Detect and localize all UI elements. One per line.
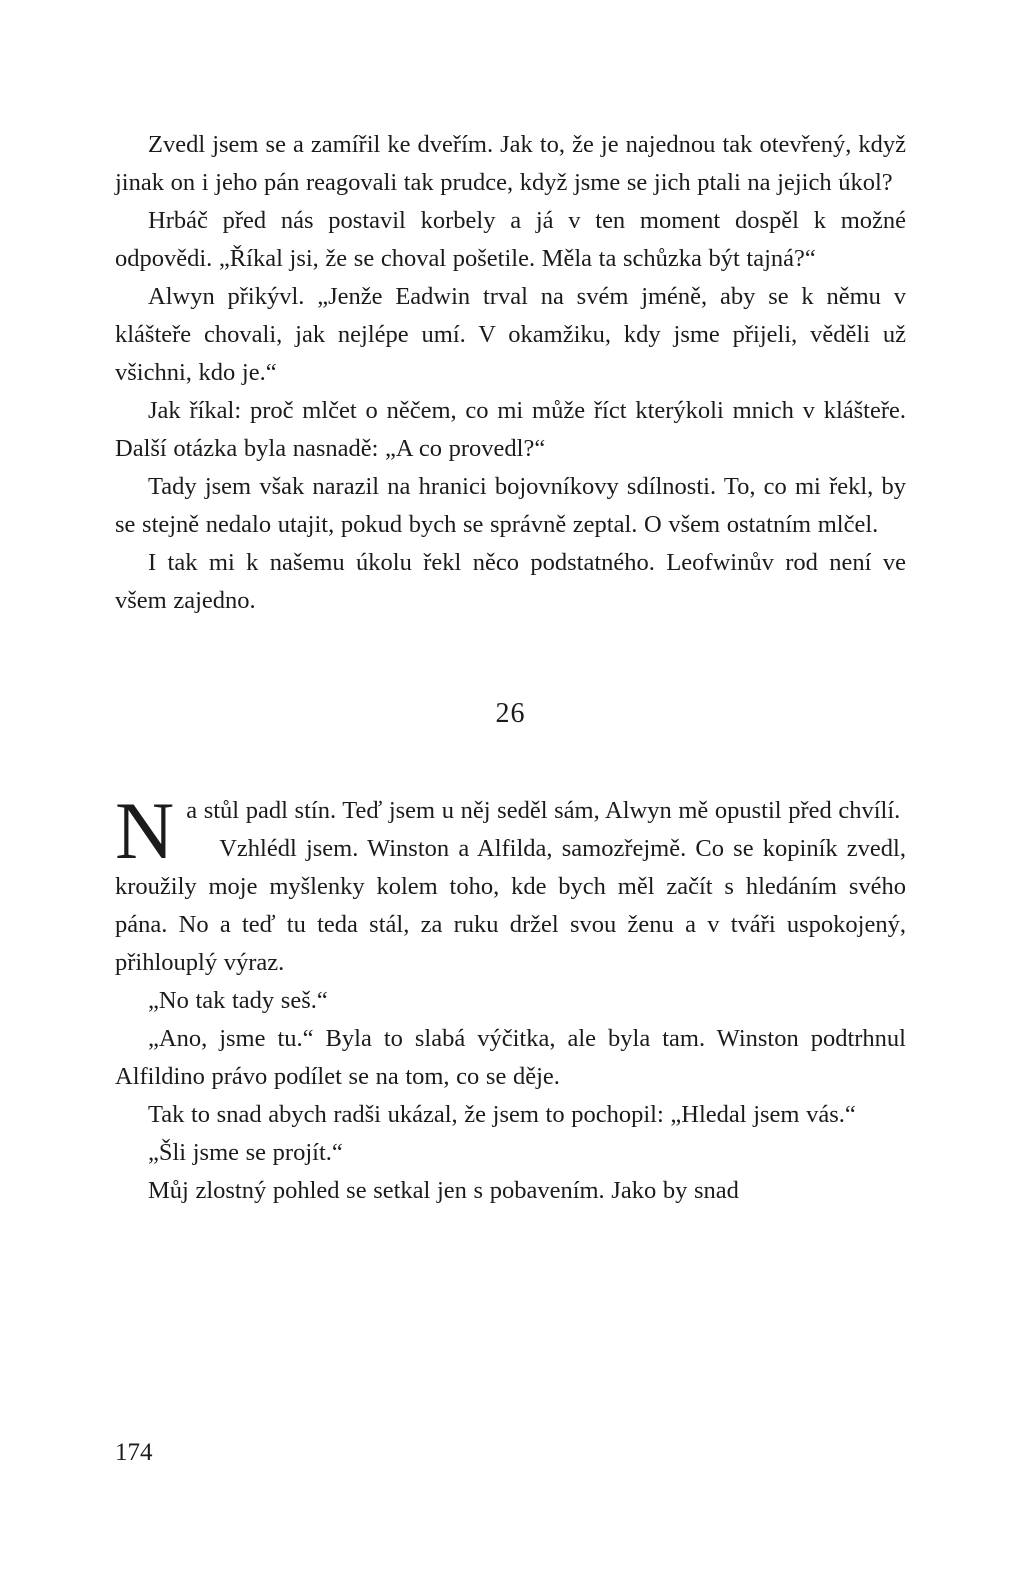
paragraph-2: Hrbáč před nás postavil korbely a já v ten moment dospěl k možné odpovědi. „Říkal jsi, že se choval pošetile. Měla ta schůzka být tajná?“ [115,207,906,272]
dropcap-initial: N [115,785,175,876]
paragraph-9: „Ano, jsme tu.“ Byla to slabá výčitka, ale byla tam. Winston podtrhnul Alfildino právo podílet se na tom, co se děje. [115,1025,906,1090]
dropcap-paragraph-text: a stůl padl stín. Teď jsem u něj seděl sám, Alwyn mě opustil před chvílí. [186,797,901,824]
paragraph-8: „No tak tady seš.“ [148,987,328,1014]
chapter-number: 26 [495,698,526,729]
paragraph-6: I tak mi k našemu úkolu řekl něco podstatného. Leofwinův rod není ve všem zajedno. [115,549,906,614]
paragraph-4: Jak říkal: proč mlčet o něčem, co mi může říct kterýkoli mnich v klášteře. Další otázka byla nasnadě: „A co provedl?“ [115,397,906,462]
paragraph-5: Tady jsem však narazil na hranici bojovníkovy sdílnosti. To, co mi řekl, by se stejně nedalo utajit, pokud bych se správně zeptal. O všem ostatním mlčel. [115,473,906,538]
dropcap-paragraph [115,785,906,876]
paragraph-11: „Šli jsme se projít.“ [148,1139,343,1166]
paragraph-7: Vzhlédl jsem. Winston a Alfilda, samozřejmě. Co se kopiník zvedl, kroužily moje myšlenky kolem toho, kde bych měl začít s hledáním svého pána. No a teď tu teda stál, za ruku držel svou ženu a v tváři uspokojený, přihlouplý výraz. [115,835,906,976]
paragraph-10: Tak to snad abych radši ukázal, že jsem to pochopil: „Hledal jsem vás.“ [148,1101,856,1128]
page-number: 174 [115,1439,153,1466]
text-block [115,126,906,1210]
paragraph-12: Můj zlostný pohled se setkal jen s pobavením. Jako by snad [148,1177,739,1204]
paragraph-1: Zvedl jsem se a zamířil ke dveřím. Jak to, že je najednou tak otevřený, když jinak on i jeho pán reagovali tak prudce, když jsme se jich ptali na jejich úkol? [115,131,906,196]
paragraph-3: Alwyn přikývl. „Jenže Eadwin trval na svém jméně, aby se k němu v klášteře chovali, jak nejlépe umí. V okamžiku, kdy jsme přijeli, věděli už všichni, kdo je.“ [115,283,906,386]
